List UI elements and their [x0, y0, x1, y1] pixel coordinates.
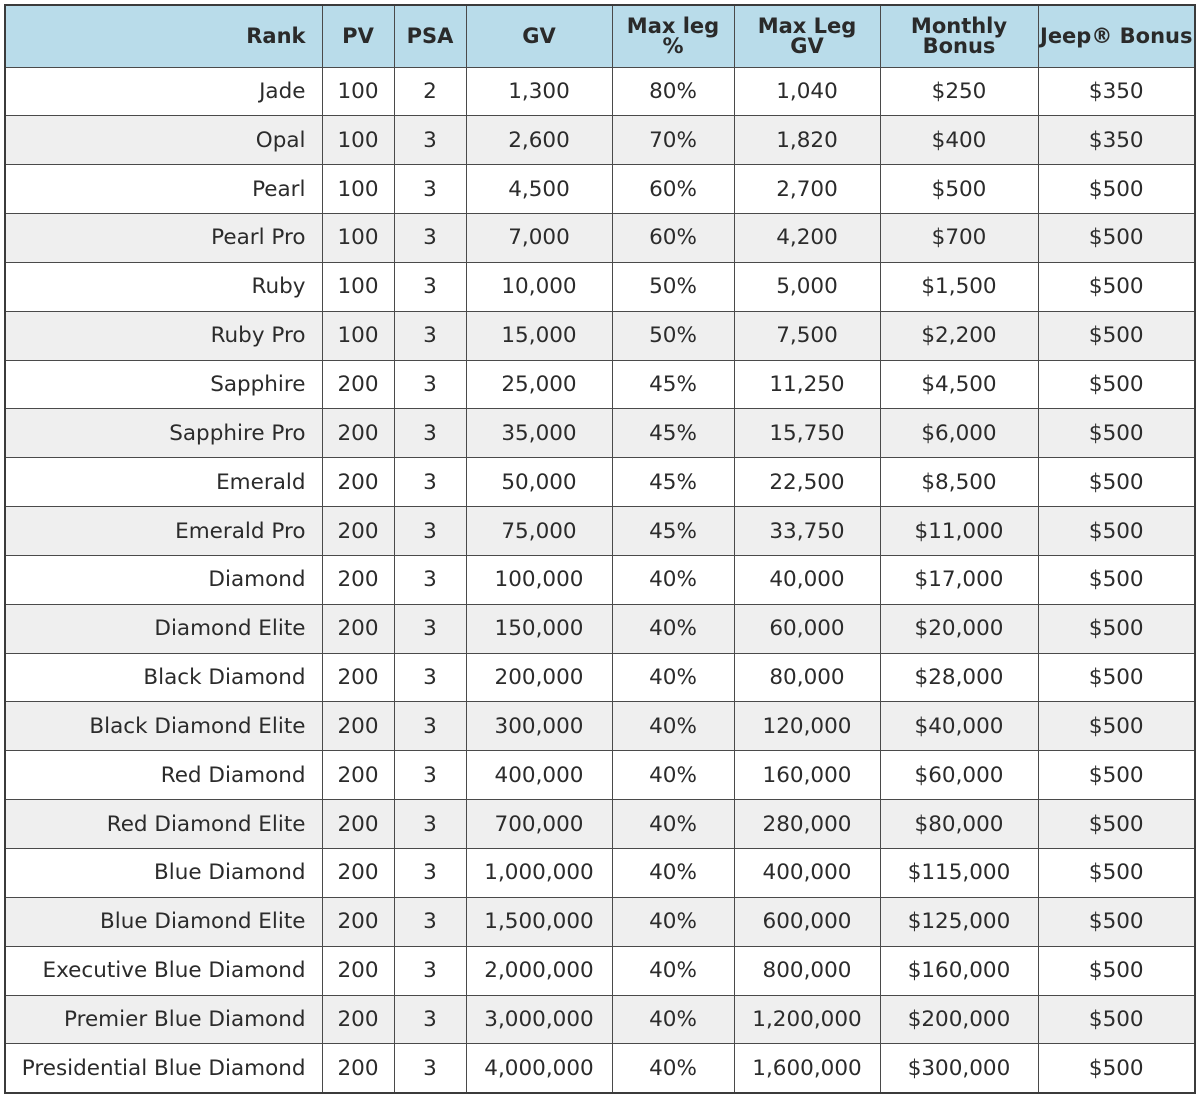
cell-rank: Sapphire Pro — [5, 409, 322, 458]
cell-gv: 1,300 — [466, 67, 612, 116]
cell-psa: 3 — [394, 311, 466, 360]
cell-rank: Opal — [5, 116, 322, 165]
cell-gv: 3,000,000 — [466, 995, 612, 1044]
cell-jeep-bonus: $500 — [1038, 165, 1195, 214]
cell-max-leg-percent: 40% — [612, 653, 734, 702]
cell-max-leg-gv: 5,000 — [734, 262, 880, 311]
cell-rank: Blue Diamond — [5, 849, 322, 898]
cell-rank: Executive Blue Diamond — [5, 946, 322, 995]
cell-max-leg-percent: 40% — [612, 800, 734, 849]
cell-psa: 3 — [394, 165, 466, 214]
cell-gv: 50,000 — [466, 458, 612, 507]
cell-max-leg-percent: 45% — [612, 458, 734, 507]
header-monthly-bonus-line2: Bonus — [922, 34, 996, 59]
cell-psa: 3 — [394, 604, 466, 653]
cell-monthly-bonus: $700 — [880, 214, 1038, 263]
header-max-leg-gv-line2: GV — [790, 34, 824, 59]
cell-rank: Diamond Elite — [5, 604, 322, 653]
table-row — [5, 751, 1195, 800]
cell-monthly-bonus: $8,500 — [880, 458, 1038, 507]
cell-rank: Ruby Pro — [5, 311, 322, 360]
cell-gv: 75,000 — [466, 507, 612, 556]
table-row — [5, 409, 1195, 458]
cell-max-leg-percent: 40% — [612, 897, 734, 946]
cell-max-leg-percent: 60% — [612, 165, 734, 214]
cell-psa: 3 — [394, 849, 466, 898]
header-jeep-bonus: Jeep® Bonus — [1038, 5, 1195, 67]
cell-rank: Emerald — [5, 458, 322, 507]
table-header — [5, 5, 1195, 67]
cell-jeep-bonus: $500 — [1038, 507, 1195, 556]
table-row — [5, 897, 1195, 946]
cell-gv: 10,000 — [466, 262, 612, 311]
cell-max-leg-gv: 33,750 — [734, 507, 880, 556]
cell-psa: 3 — [394, 800, 466, 849]
cell-pv: 200 — [322, 555, 394, 604]
cell-max-leg-gv: 11,250 — [734, 360, 880, 409]
cell-jeep-bonus: $500 — [1038, 751, 1195, 800]
cell-monthly-bonus: $60,000 — [880, 751, 1038, 800]
cell-psa: 2 — [394, 67, 466, 116]
cell-monthly-bonus: $20,000 — [880, 604, 1038, 653]
header-max-leg-percent-line1: Max leg — [626, 14, 720, 39]
cell-max-leg-gv: 15,750 — [734, 409, 880, 458]
header-gv: GV — [466, 5, 612, 67]
cell-max-leg-percent: 45% — [612, 507, 734, 556]
cell-rank: Presidential Blue Diamond — [5, 1044, 322, 1093]
table-row — [5, 214, 1195, 263]
cell-jeep-bonus: $500 — [1038, 800, 1195, 849]
cell-pv: 200 — [322, 751, 394, 800]
cell-max-leg-gv: 160,000 — [734, 751, 880, 800]
cell-jeep-bonus: $500 — [1038, 702, 1195, 751]
table-row — [5, 995, 1195, 1044]
cell-jeep-bonus: $500 — [1038, 653, 1195, 702]
cell-max-leg-gv: 80,000 — [734, 653, 880, 702]
cell-jeep-bonus: $500 — [1038, 1044, 1195, 1093]
cell-rank: Premier Blue Diamond — [5, 995, 322, 1044]
cell-rank: Red Diamond Elite — [5, 800, 322, 849]
cell-pv: 100 — [322, 165, 394, 214]
cell-max-leg-gv: 2,700 — [734, 165, 880, 214]
cell-monthly-bonus: $250 — [880, 67, 1038, 116]
cell-jeep-bonus: $500 — [1038, 995, 1195, 1044]
cell-psa: 3 — [394, 946, 466, 995]
cell-rank: Pearl Pro — [5, 214, 322, 263]
header-pv: PV — [322, 5, 394, 67]
cell-monthly-bonus: $115,000 — [880, 849, 1038, 898]
cell-max-leg-percent: 50% — [612, 262, 734, 311]
cell-max-leg-gv: 1,600,000 — [734, 1044, 880, 1093]
cell-max-leg-gv: 40,000 — [734, 555, 880, 604]
cell-max-leg-percent: 40% — [612, 555, 734, 604]
cell-max-leg-percent: 40% — [612, 946, 734, 995]
header-monthly-bonus-line1: Monthly — [910, 14, 1008, 39]
cell-monthly-bonus: $125,000 — [880, 897, 1038, 946]
table-row — [5, 653, 1195, 702]
table-body — [5, 67, 1195, 1093]
cell-pv: 100 — [322, 262, 394, 311]
cell-jeep-bonus: $500 — [1038, 311, 1195, 360]
cell-jeep-bonus: $500 — [1038, 946, 1195, 995]
table-row — [5, 555, 1195, 604]
cell-gv: 100,000 — [466, 555, 612, 604]
cell-pv: 200 — [322, 507, 394, 556]
table-row — [5, 507, 1195, 556]
cell-pv: 200 — [322, 946, 394, 995]
cell-max-leg-gv: 800,000 — [734, 946, 880, 995]
cell-gv: 35,000 — [466, 409, 612, 458]
cell-gv: 400,000 — [466, 751, 612, 800]
cell-jeep-bonus: $500 — [1038, 849, 1195, 898]
table-row — [5, 946, 1195, 995]
cell-max-leg-percent: 40% — [612, 1044, 734, 1093]
cell-max-leg-percent: 50% — [612, 311, 734, 360]
table-row — [5, 262, 1195, 311]
cell-psa: 3 — [394, 897, 466, 946]
cell-gv: 300,000 — [466, 702, 612, 751]
cell-jeep-bonus: $350 — [1038, 67, 1195, 116]
cell-rank: Jade — [5, 67, 322, 116]
cell-psa: 3 — [394, 262, 466, 311]
cell-psa: 3 — [394, 653, 466, 702]
cell-pv: 100 — [322, 116, 394, 165]
cell-max-leg-gv: 4,200 — [734, 214, 880, 263]
table-row — [5, 165, 1195, 214]
cell-gv: 700,000 — [466, 800, 612, 849]
cell-monthly-bonus: $1,500 — [880, 262, 1038, 311]
cell-rank: Diamond — [5, 555, 322, 604]
header-psa: PSA — [394, 5, 466, 67]
cell-gv: 200,000 — [466, 653, 612, 702]
cell-gv: 7,000 — [466, 214, 612, 263]
table-row — [5, 311, 1195, 360]
cell-pv: 200 — [322, 995, 394, 1044]
header-max-leg-percent — [612, 5, 734, 67]
cell-gv: 2,000,000 — [466, 946, 612, 995]
cell-gv: 4,000,000 — [466, 1044, 612, 1093]
table-row — [5, 849, 1195, 898]
cell-psa: 3 — [394, 116, 466, 165]
cell-monthly-bonus: $2,200 — [880, 311, 1038, 360]
header-max-leg-percent-line2: % — [662, 34, 684, 59]
cell-max-leg-gv: 7,500 — [734, 311, 880, 360]
cell-jeep-bonus: $350 — [1038, 116, 1195, 165]
cell-rank: Blue Diamond Elite — [5, 897, 322, 946]
cell-jeep-bonus: $500 — [1038, 214, 1195, 263]
cell-pv: 200 — [322, 800, 394, 849]
cell-max-leg-percent: 40% — [612, 751, 734, 800]
cell-monthly-bonus: $28,000 — [880, 653, 1038, 702]
cell-gv: 2,600 — [466, 116, 612, 165]
cell-monthly-bonus: $11,000 — [880, 507, 1038, 556]
cell-gv: 4,500 — [466, 165, 612, 214]
cell-gv: 1,000,000 — [466, 849, 612, 898]
cell-pv: 200 — [322, 1044, 394, 1093]
cell-pv: 200 — [322, 360, 394, 409]
cell-jeep-bonus: $500 — [1038, 897, 1195, 946]
cell-rank: Red Diamond — [5, 751, 322, 800]
cell-rank: Black Diamond Elite — [5, 702, 322, 751]
cell-monthly-bonus: $4,500 — [880, 360, 1038, 409]
cell-pv: 200 — [322, 409, 394, 458]
cell-psa: 3 — [394, 995, 466, 1044]
cell-max-leg-percent: 40% — [612, 849, 734, 898]
cell-jeep-bonus: $500 — [1038, 604, 1195, 653]
cell-rank: Pearl — [5, 165, 322, 214]
cell-rank: Ruby — [5, 262, 322, 311]
cell-max-leg-percent: 80% — [612, 67, 734, 116]
cell-max-leg-gv: 1,040 — [734, 67, 880, 116]
header-rank: Rank — [5, 5, 322, 67]
cell-monthly-bonus: $200,000 — [880, 995, 1038, 1044]
cell-jeep-bonus: $500 — [1038, 555, 1195, 604]
cell-jeep-bonus: $500 — [1038, 360, 1195, 409]
cell-max-leg-percent: 40% — [612, 604, 734, 653]
table-row — [5, 800, 1195, 849]
cell-jeep-bonus: $500 — [1038, 262, 1195, 311]
cell-gv: 15,000 — [466, 311, 612, 360]
cell-monthly-bonus: $6,000 — [880, 409, 1038, 458]
cell-max-leg-gv: 120,000 — [734, 702, 880, 751]
cell-max-leg-percent: 45% — [612, 409, 734, 458]
cell-pv: 200 — [322, 653, 394, 702]
cell-max-leg-gv: 60,000 — [734, 604, 880, 653]
cell-monthly-bonus: $500 — [880, 165, 1038, 214]
cell-psa: 3 — [394, 507, 466, 556]
cell-max-leg-gv: 280,000 — [734, 800, 880, 849]
cell-gv: 150,000 — [466, 604, 612, 653]
cell-pv: 200 — [322, 702, 394, 751]
cell-monthly-bonus: $160,000 — [880, 946, 1038, 995]
cell-jeep-bonus: $500 — [1038, 458, 1195, 507]
table-row — [5, 360, 1195, 409]
cell-max-leg-gv: 1,200,000 — [734, 995, 880, 1044]
cell-psa: 3 — [394, 555, 466, 604]
header-row — [5, 5, 1195, 67]
cell-pv: 200 — [322, 897, 394, 946]
table-row — [5, 604, 1195, 653]
cell-max-leg-percent: 45% — [612, 360, 734, 409]
cell-max-leg-percent: 40% — [612, 995, 734, 1044]
cell-rank: Emerald Pro — [5, 507, 322, 556]
cell-pv: 200 — [322, 458, 394, 507]
table-row — [5, 67, 1195, 116]
cell-psa: 3 — [394, 751, 466, 800]
cell-max-leg-percent: 40% — [612, 702, 734, 751]
rank-requirements-table — [4, 4, 1196, 1094]
cell-pv: 100 — [322, 67, 394, 116]
cell-jeep-bonus: $500 — [1038, 409, 1195, 458]
cell-max-leg-gv: 1,820 — [734, 116, 880, 165]
header-max-leg-gv-line1: Max Leg — [757, 14, 857, 39]
cell-pv: 200 — [322, 604, 394, 653]
cell-pv: 100 — [322, 214, 394, 263]
cell-max-leg-gv: 22,500 — [734, 458, 880, 507]
cell-rank: Sapphire — [5, 360, 322, 409]
cell-monthly-bonus: $80,000 — [880, 800, 1038, 849]
cell-monthly-bonus: $300,000 — [880, 1044, 1038, 1093]
table-row — [5, 458, 1195, 507]
cell-rank: Black Diamond — [5, 653, 322, 702]
cell-monthly-bonus: $40,000 — [880, 702, 1038, 751]
cell-gv: 1,500,000 — [466, 897, 612, 946]
cell-max-leg-percent: 70% — [612, 116, 734, 165]
cell-psa: 3 — [394, 214, 466, 263]
table-row — [5, 1044, 1195, 1093]
cell-monthly-bonus: $17,000 — [880, 555, 1038, 604]
cell-psa: 3 — [394, 702, 466, 751]
cell-psa: 3 — [394, 409, 466, 458]
table-row — [5, 702, 1195, 751]
cell-pv: 100 — [322, 311, 394, 360]
cell-monthly-bonus: $400 — [880, 116, 1038, 165]
cell-max-leg-gv: 600,000 — [734, 897, 880, 946]
cell-pv: 200 — [322, 849, 394, 898]
cell-psa: 3 — [394, 360, 466, 409]
cell-psa: 3 — [394, 458, 466, 507]
cell-max-leg-percent: 60% — [612, 214, 734, 263]
cell-gv: 25,000 — [466, 360, 612, 409]
header-monthly-bonus — [880, 5, 1038, 67]
header-max-leg-gv — [734, 5, 880, 67]
cell-psa: 3 — [394, 1044, 466, 1093]
table-row — [5, 116, 1195, 165]
cell-max-leg-gv: 400,000 — [734, 849, 880, 898]
